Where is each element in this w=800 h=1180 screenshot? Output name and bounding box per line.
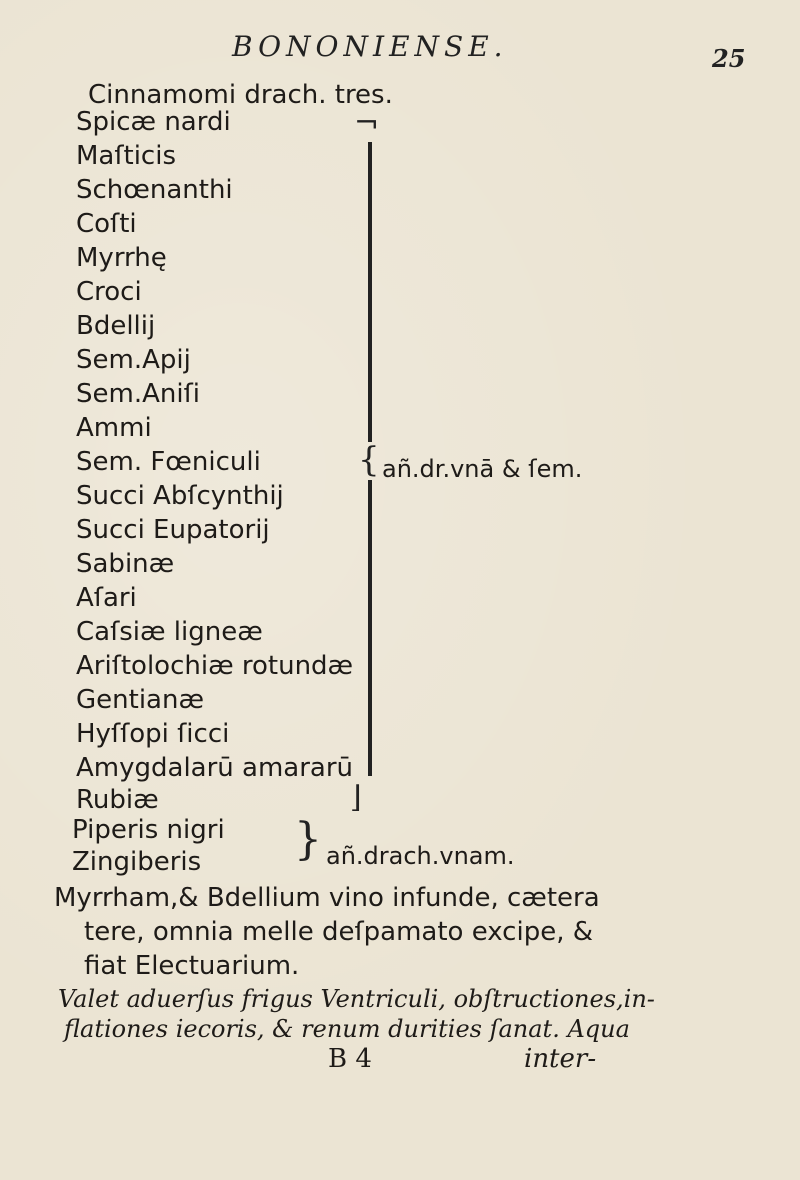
ingredient: Myrrhę	[76, 243, 167, 273]
ingredient: Sem. Fœniculi	[76, 447, 261, 477]
ingredient: Sabinæ	[76, 549, 175, 579]
ingredient: Caſsiæ ligneæ	[76, 617, 263, 647]
ingredient: Piperis nigri	[72, 815, 225, 845]
ingredient: Sem.Aniſi	[76, 379, 200, 409]
ingredient: Succi Eupatorij	[76, 515, 270, 545]
ingredient: Schœnanthi	[76, 175, 233, 205]
instruction-line: fiat Electuarium.	[84, 951, 300, 981]
ingredient: Amygdalarū amararū	[76, 753, 354, 783]
ingredient: Rubiæ	[76, 785, 159, 815]
ingredient: Succi Abſcynthij	[76, 481, 284, 511]
ingredient: Hyſſopi ſicci	[76, 719, 230, 749]
ingredient: Croci	[76, 277, 142, 307]
ingredient: Coſti	[76, 209, 137, 239]
brace-top: ¬	[354, 106, 380, 141]
ingredient: Zingiberis	[72, 847, 202, 877]
brace-upper-bar	[368, 142, 372, 442]
ingredient: Spicæ nardi	[76, 107, 231, 137]
dose-group-one: añ.dr.vnā & ſem.	[382, 455, 583, 483]
brace-lower-bar	[368, 480, 372, 776]
ingredient: Gentianæ	[76, 685, 204, 715]
instruction-line: tere, omnia melle deſpamato excipe, &	[84, 917, 594, 947]
brace-point: {	[358, 440, 380, 480]
ingredient: Sem.Apij	[76, 345, 191, 375]
dose-group-two: añ.drach.vnam.	[326, 842, 515, 870]
ingredient: Maſticis	[76, 141, 177, 171]
brace-group-two: }	[294, 814, 322, 865]
page-number: 25	[712, 44, 746, 73]
instruction-line: Myrrham,& Bdellium vino infunde, cætera	[54, 883, 600, 913]
brace-bottom: ⌋	[350, 780, 362, 815]
virtue-line: Valet aduerſus frigus Ventriculi, obſtructiones,in-	[58, 985, 655, 1013]
signature-mark: B 4	[328, 1044, 372, 1074]
catchword: inter-	[524, 1044, 597, 1074]
running-head: BONONIENSE.	[232, 30, 508, 63]
ingredient: Aſari	[76, 583, 137, 613]
ingredient: Ammi	[76, 413, 152, 443]
ingredient: Bdellij	[76, 311, 156, 341]
first-line: Cinnamomi drach. tres.	[88, 80, 393, 110]
ingredient: Ariſtolochiæ rotundæ	[76, 651, 354, 681]
virtue-line: flationes iecoris, & renum durities ſanat. Aqua	[64, 1015, 630, 1043]
